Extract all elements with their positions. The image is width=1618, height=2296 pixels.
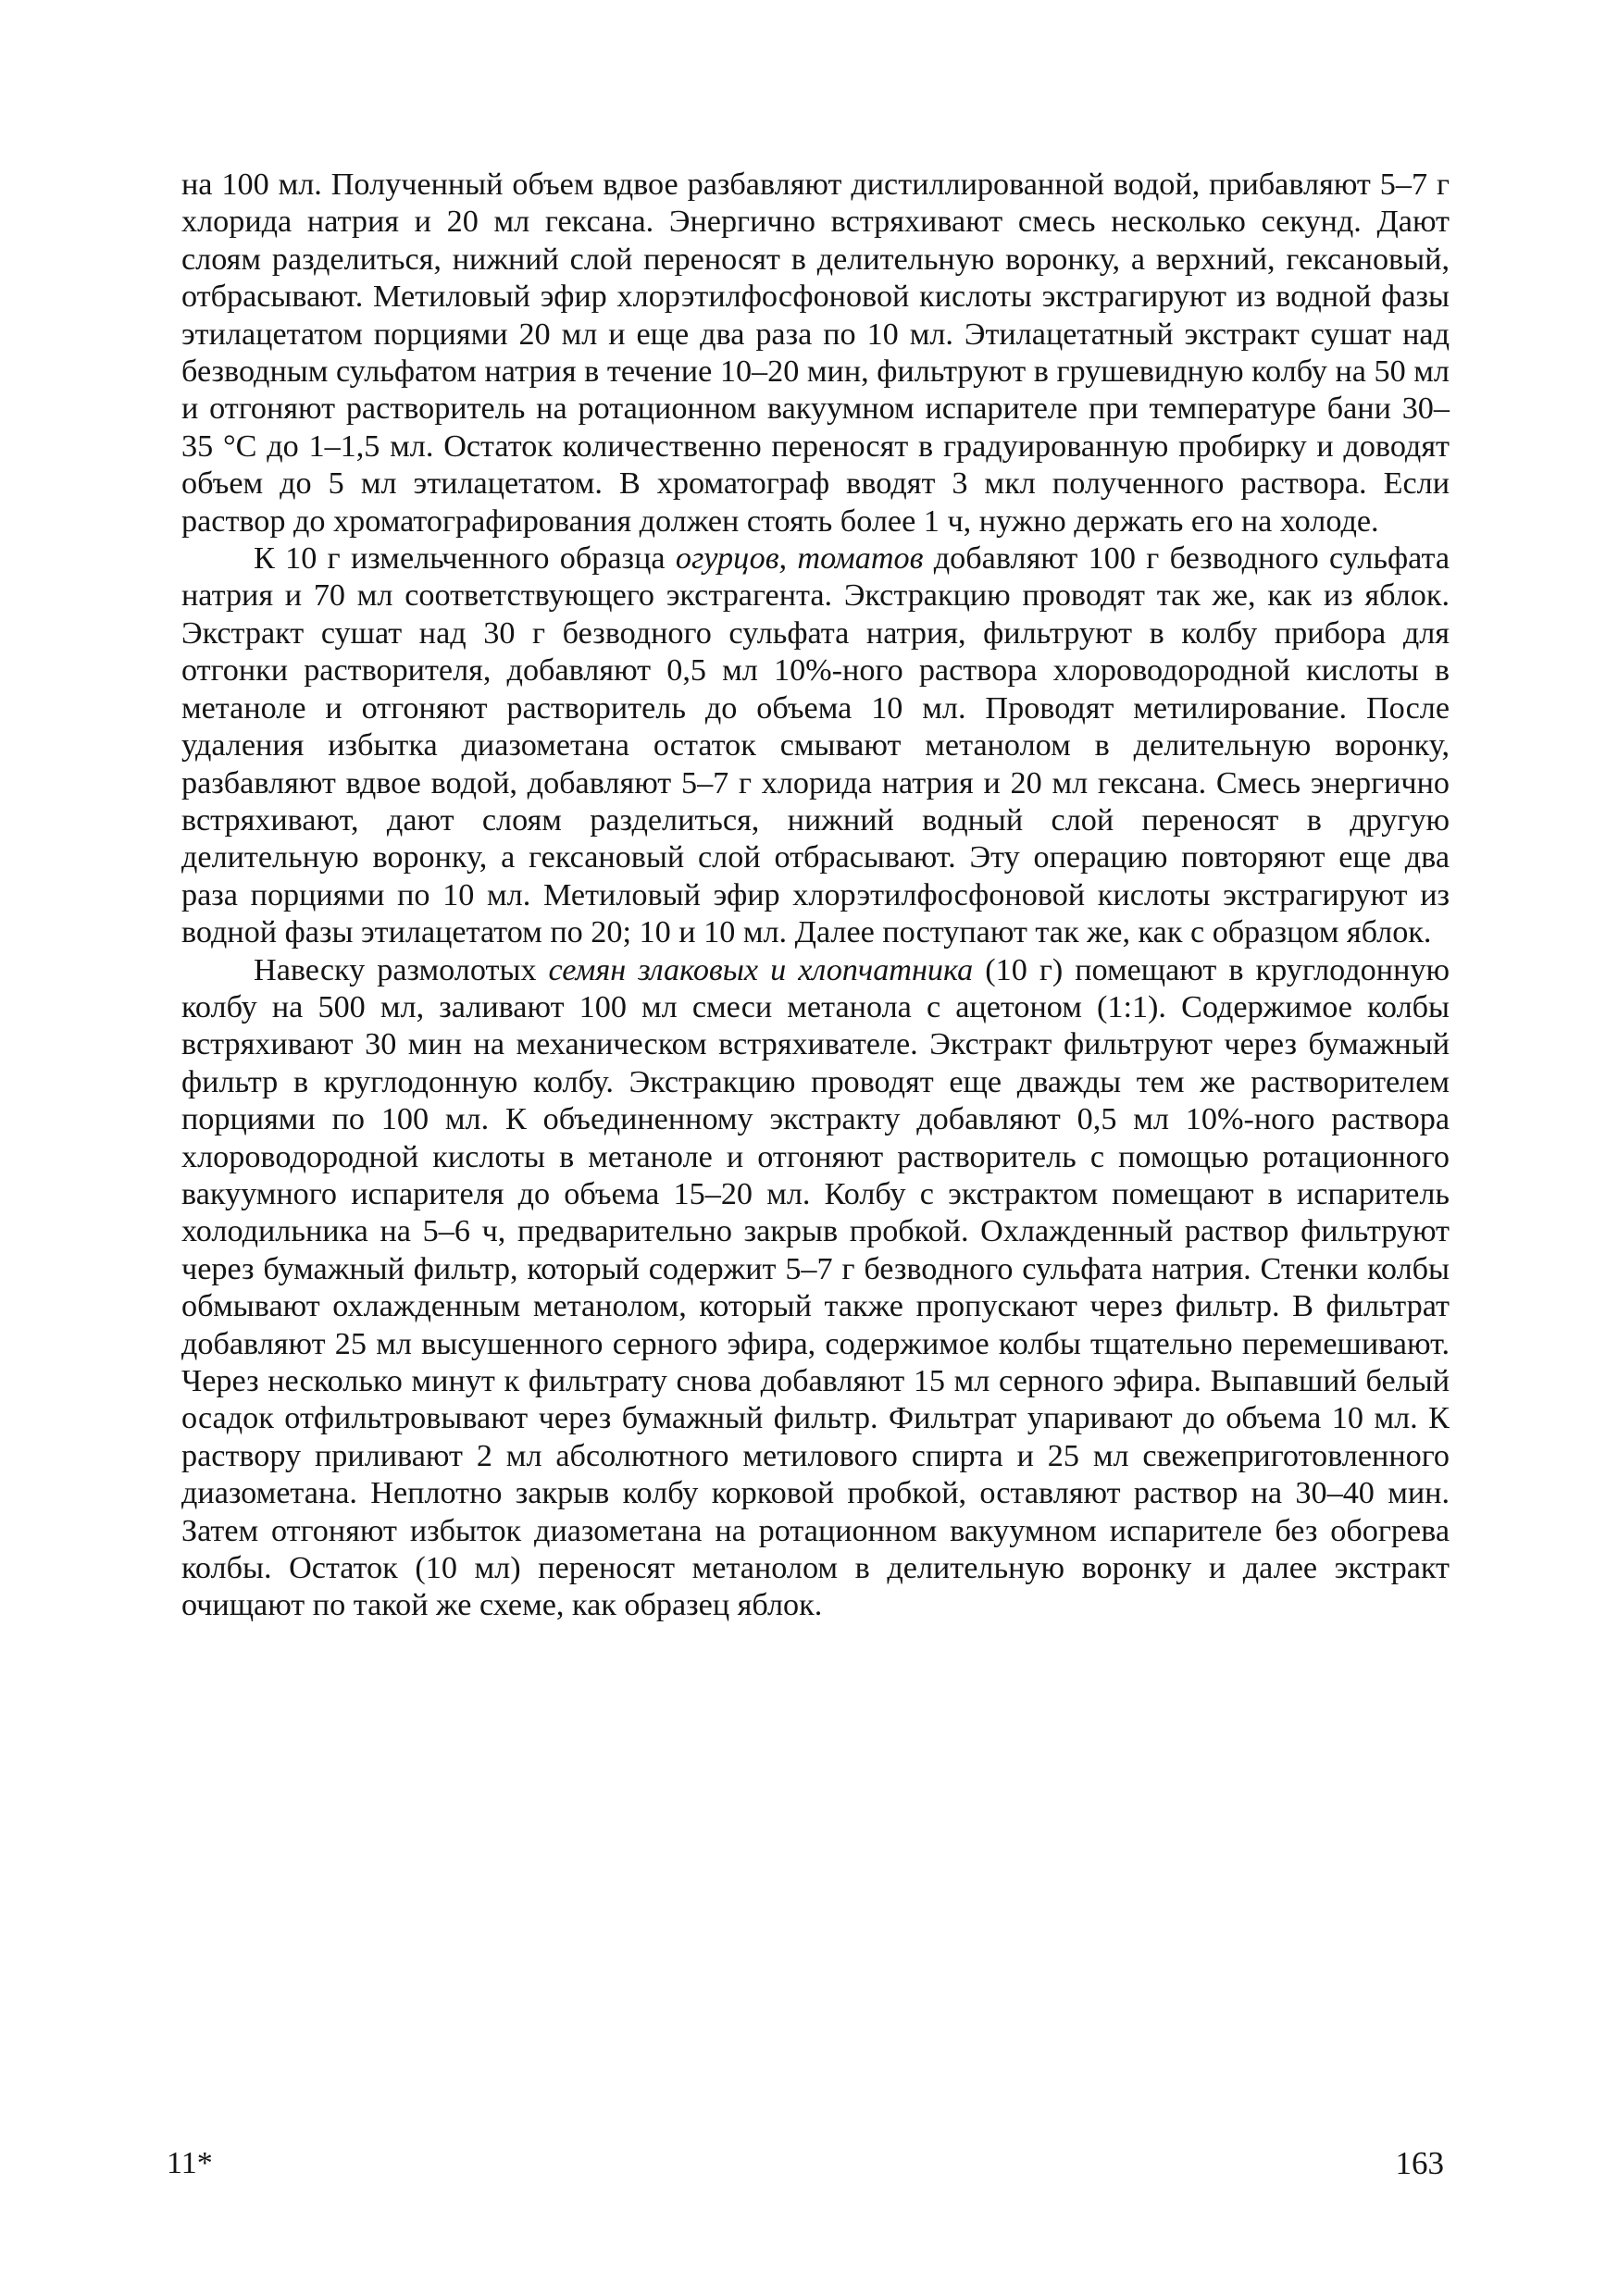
text-run: добавляют 100 г безводного сульфата натрия и 70 мл соответствующего экстрагента. Экстракцию проводят так же, как из яблок. Экстракт сушат над 30 г безводного сульфата натрия, фильтруют в колбу прибора для отгонки растворителя, добавляют 0,5 мл 10%-ного раствора хлороводородной кислоты в метаноле и отгоняют растворитель до объема 10 мл. Проводят метилирование. После удаления избытка диазометана остаток смывают метанолом в делительную воронку, разбавляют вдвое водой, добавляют 5–7 г хлорида натрия и 20 мл гексана. Смесь энергично встряхивают, дают слоям разделиться, нижний водный слой переносят в другую делительную воронку, а гексановый слой отбрасывают. Эту операцию повторяют еще два раза порциями по 10 мл. Метиловый эфир хлорэтилфосфоновой кислоты экстрагируют из водной фазы этилацетатом по 20; 10 и 10 мл. Далее поступают так же, как с образцом яблок. [181, 541, 1450, 950]
paragraph [181, 540, 1450, 951]
italic-term: семян злаковых и хлопчатника [548, 952, 974, 987]
text-run: Навеску размолотых [254, 952, 549, 987]
text-run: (10 г) помещают в круглодонную колбу на 500 мл, заливают 100 мл смеси метанола с ацетоном (1:1). Содержимое колбы встряхивают 30 мин на механическом встряхивателе. Экстракт фильтруют через бумажный фильтр в круглодонную колбу. Экстракцию проводят еще дважды тем же растворителем порциями по 100 мл. К объединенному экстракту добавляют 0,5 мл 10%-ного раствора хлороводородной кислоты в метаноле и отгоняют растворитель с помощью ротационного вакуумного испарителя до объема 15–20 мл. Колбу с экстрактом помещают в испаритель холодильника на 5–6 ч, предварительно закрыв пробкой. Охлажденный раствор фильтруют через бумажный фильтр, который содержит 5–7 г безводного сульфата натрия. Стенки колбы обмывают охлажденным метанолом, который также пропускают через фильтр. В фильтрат добавляют 25 мл высушенного серного эфира, содержимое колбы тщательно перемешивают. Через несколько минут к фильтрату снова добавляют 15 мл серного эфира. Выпавший белый осадок отфильтровывают через бумажный фильтр. Фильтрат упаривают до объема 10 мл. К раствору приливают 2 мл абсолютного метилового спирта и 25 мл свежеприготовленного диазометана. Неплотно закрыв колбу корковой пробкой, оставляют раствор на 30–40 мин. Затем отгоняют избыток диазометана на ротационном вакуумном испарителе без обогрева колбы. Остаток (10 мл) переносят метанолом в делительную воронку и далее экстракт очищают по такой же схеме, как образец яблок. [181, 952, 1450, 1623]
paragraph [181, 167, 1450, 540]
paragraph [181, 952, 1450, 1625]
page-body-text [181, 167, 1450, 1625]
text-run: на 100 мл. Полученный объем вдвое разбавляют дистиллированной водой, прибавляют 5–7 г хлорида натрия и 20 мл гексана. Энергично встряхивают смесь несколько секунд. Дают слоям разделиться, нижний слой переносят в делительную воронку, а верхний, гексановый, отбрасывают. Метиловый эфир хлорэтилфосфоновой кислоты экстрагируют из водной фазы этилацетатом порциями 20 мл и еще два раза по 10 мл. Этилацетатный экстракт сушат над безводным сульфатом натрия в течение 10–20 мин, фильтруют в грушевидную колбу на 50 мл и отгоняют растворитель на ротационном вакуумном испарителе при температуре бани 30–35 °С до 1–1,5 мл. Остаток количественно переносят в градуированную пробирку и доводят объем до 5 мл этилацетатом. В хроматограф вводят 3 мкл полученного раствора. Если раствор до хроматографирования должен стоять более 1 ч, нужно держать его на холоде. [181, 168, 1450, 539]
italic-term: огурцов, томатов [675, 541, 924, 577]
page-number: 163 [1395, 2145, 1444, 2181]
text-run: К 10 г измельченного образца [254, 541, 676, 577]
printer-signature-mark: 11* [167, 2146, 213, 2180]
